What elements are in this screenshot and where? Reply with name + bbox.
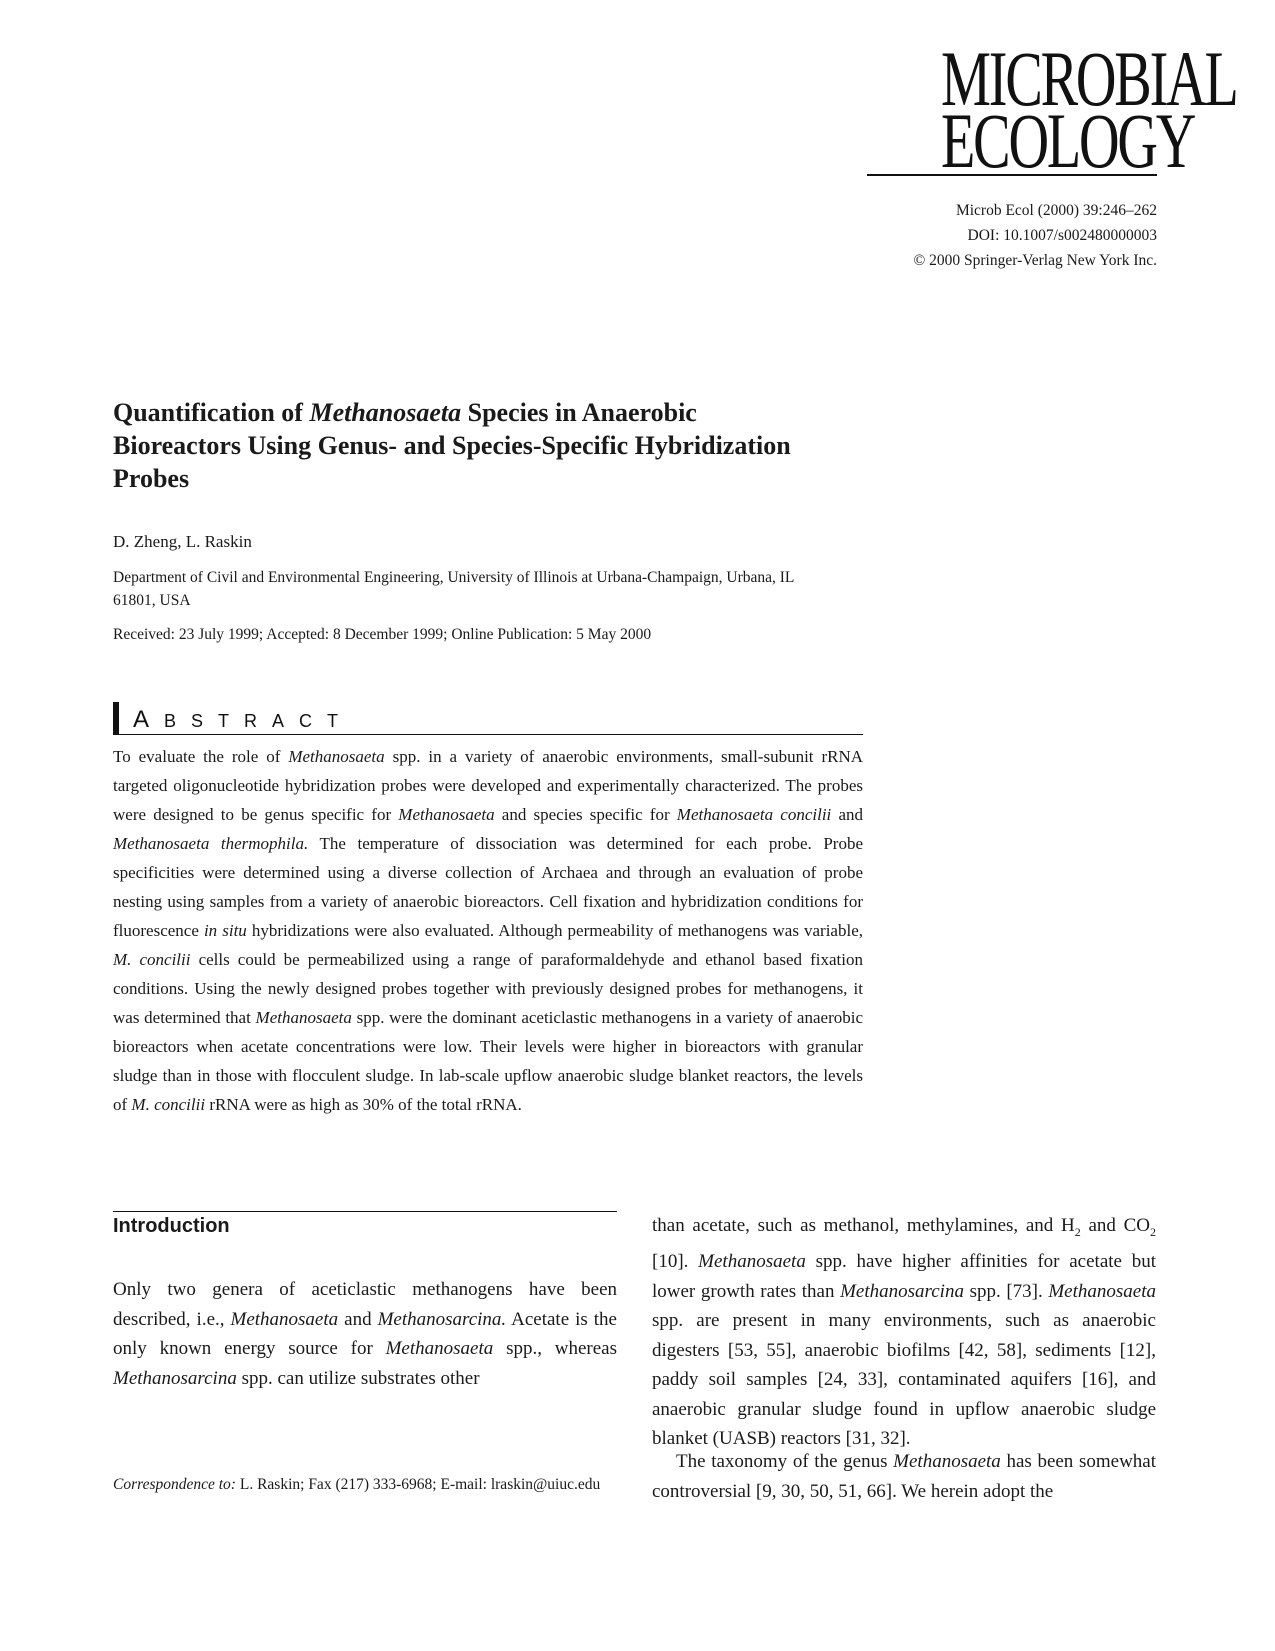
intro-paragraph-right-2 (652, 1447, 1156, 1506)
italic-term: Methanosaeta thermophila. (113, 834, 309, 853)
journal-title-line2: ECOLOGY (941, 97, 1195, 184)
text-run: than acetate, such as methanol, methylamines, and H (652, 1215, 1075, 1236)
text-run: hybridizations were also evaluated. Although permeability of methanogens was variable, (246, 921, 863, 940)
text-run: spp., whereas (493, 1338, 618, 1359)
text-run: The taxonomy of the genus (676, 1451, 894, 1472)
journal-title-line1: MICROBIAL (941, 35, 1237, 122)
citation-copyright: © 2000 Springer-Verlag New York Inc. (913, 252, 1157, 269)
correspondence-footnote: Correspondence to: L. Raskin; Fax (217) 333-6968; E-mail: lraskin@uiuc.edu (113, 1476, 601, 1493)
italic-term: Methanosaeta (698, 1251, 806, 1273)
text-run: cells could be permeabilized using a range of paraformaldehyde and ethanol based fixation conditions. Using the newly designed probes together with previously designed probes for methanogens, it was determined that (113, 950, 863, 1027)
publication-dates: Received: 23 July 1999; Accepted: 8 December 1999; Online Publication: 5 May 2000 (113, 626, 652, 643)
text-run: spp. are present in many environments, such as anaerobic digesters [53, 55], anaerobic biofilms [42, 58], sediments [12], paddy soil samples [24, 33], contaminated aquifers [16], and anaerobic granular sludge found in upflow anaerobic sludge blanket (UASB) reactors [31, 32]. (652, 1310, 1156, 1450)
subscript: 2 (1150, 1224, 1156, 1239)
text-run: spp. can utilize substrates other (236, 1367, 480, 1389)
intro-paragraph-right (652, 1211, 1156, 1454)
title-genus: Methanosaeta (309, 398, 462, 427)
title-part1: Quantification of (113, 398, 310, 427)
citation-block (914, 198, 1158, 273)
text-run: Acetate is the only known energy source for (113, 1308, 617, 1359)
italic-term: Methanosarcina (113, 1367, 237, 1389)
citation-ref: Microb Ecol (2000) 39:246–262 (955, 202, 1157, 219)
text-run: spp. have higher affinities for acetate but lower growth rates than (652, 1251, 1156, 1302)
masthead-rule (867, 174, 1157, 176)
text-run: spp. [73]. (963, 1280, 1049, 1302)
journal-masthead (857, 35, 1237, 184)
abstract-heading: ABSTRACT (133, 706, 354, 733)
text-run: and CO (1080, 1215, 1150, 1236)
paper-title (113, 396, 813, 495)
italic-term: Methanosaeta (1048, 1280, 1156, 1302)
italic-term: Methanosaeta (230, 1308, 339, 1330)
text-run: The temperature of dissociation was determined for each probe. Probe specificities were determined using a diverse collection of Archaea and through an evaluation of probe nesting using samples from a variety of anaerobic bioreactors. Cell fixation and hybridization conditions for fluorescence (113, 834, 863, 940)
italic-term: Methanosaeta (385, 1338, 494, 1359)
text-run: rRNA were as high as 30% of the total rRNA. (205, 1095, 522, 1114)
title-part3: Species in Anaerobic Bioreactors Using Genus- and Species-Specific Hybridization Probes (113, 398, 791, 493)
italic-term: Methanosaeta (255, 1008, 352, 1027)
authors: D. Zheng, L. Raskin (113, 532, 252, 551)
italic-term: Methanosarcina (840, 1280, 964, 1302)
text-run: and species specific for (494, 805, 677, 824)
text-run: and (831, 805, 863, 824)
italic-term: Methanosarcina. (377, 1308, 507, 1330)
text-run: Only two genera of aceticlastic methanogens have been described, i.e., (113, 1279, 617, 1330)
affiliation: Department of Civil and Environmental Engineering, University of Illinois at Urbana-Champaign, Urbana, IL 61801, USA (113, 569, 794, 609)
abstract-bar (113, 702, 119, 734)
italic-term: Methanosaeta (893, 1451, 1001, 1472)
italic-term: M. concilii (131, 1095, 206, 1114)
italic-term: in situ (203, 921, 247, 940)
italic-term: Methanosaeta concilii (676, 805, 832, 824)
section-heading-introduction: Introduction (113, 1215, 230, 1237)
text-run: To evaluate the role of (113, 747, 289, 766)
italic-term: M. concilii (113, 950, 191, 969)
text-run: spp. were the dominant aceticlastic methanogens in a variety of anaerobic bioreactors when acetate concentrations were low. Their levels were higher in bioreactors with granular sludge than in those with flocculent sludge. In lab-scale upflow anaerobic sludge blanket reactors, the levels of (113, 1008, 863, 1114)
abstract-header (113, 702, 863, 735)
intro-paragraph-left (113, 1275, 617, 1393)
text-run: and (338, 1308, 378, 1330)
abstract-text (113, 742, 863, 1119)
subscript: 2 (1074, 1224, 1081, 1239)
citation-doi: DOI: 10.1007/s002480000003 (967, 227, 1157, 244)
text-run: has been somewhat controversial [9, 30, 50, 51, 66]. We herein adopt the (652, 1451, 1156, 1502)
text-run: [10]. (652, 1251, 699, 1273)
italic-term: Methanosaeta (398, 805, 495, 824)
italic-term: Methanosaeta (288, 747, 385, 766)
intro-rule (113, 1211, 617, 1212)
text-run: spp. in a variety of anaerobic environments, small-subunit rRNA targeted oligonucleotide hybridization probes were developed and experimentally characterized. The probes were designed to be genus specific for (113, 747, 863, 824)
